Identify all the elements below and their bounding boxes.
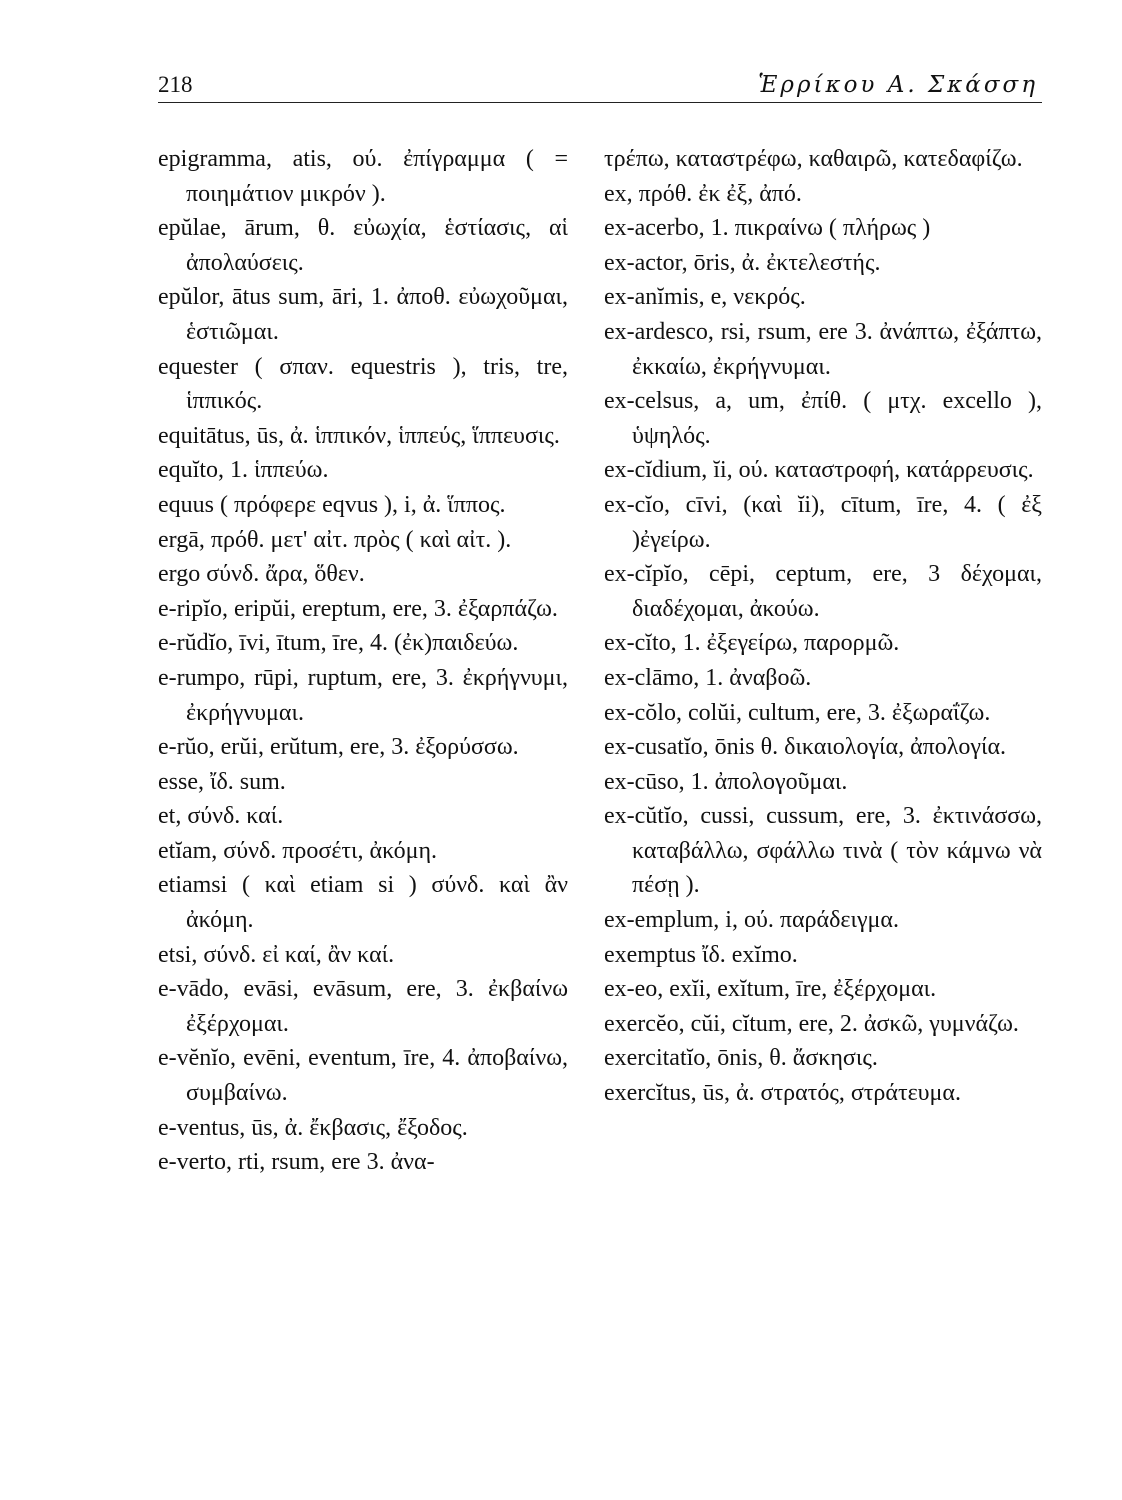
- left-column: [158, 142, 568, 1180]
- dictionary-entry: exemptus ἴδ. exĭmo.: [604, 941, 798, 968]
- dictionary-entry: etĭam, σύνδ. προσέτι, ἀκόμη.: [158, 837, 438, 864]
- dictionary-entry: ex-cĭpĭo, cēpi, ceptum, ere, 3 δέχομαι, διαδέχομαι, ἀκούω.: [604, 561, 1042, 622]
- dictionary-entry: e-vādo, evāsi, evāsum, ere, 3. ἐκβαίνω ἐξέρχομαι.: [158, 976, 568, 1037]
- dictionary-entry: τρέπω, καταστρέφω, καθαιρῶ, κατεδαφίζω.: [604, 146, 1023, 172]
- right-column: [604, 142, 1042, 1180]
- dictionary-entry: ex-eo, exĭi, exĭtum, īre, ἐξέρχομαι.: [604, 976, 937, 1003]
- dictionary-entry: etsi, σύνδ. εἰ καί, ἂν καί.: [158, 941, 395, 968]
- dictionary-entry: et, σύνδ. καί.: [158, 803, 284, 830]
- dictionary-entry: e-ventus, ūs, ἀ. ἔκβασις, ἔξοδος.: [158, 1114, 468, 1141]
- dictionary-entry: ex-cūso, 1. ἀπολογοῦμαι.: [604, 768, 848, 795]
- dictionary-entry: e-vĕnĭo, evēni, eventum, īre, 4. ἀποβαίνω, συμβαίνω.: [158, 1045, 568, 1107]
- dictionary-entry: ex-clāmo, 1. ἀναβοῶ.: [604, 664, 812, 691]
- dictionary-entry: equester ( σπαν. equestris ), tris, tre, ἱππικός.: [158, 353, 568, 415]
- dictionary-entry: e-rŭdĭo, īvi, ītum, īre, 4. (ἐκ)παιδεύω.: [158, 630, 519, 657]
- dictionary-entry: e-verto, rti, rsum, ere 3. ἀνα-: [158, 1149, 435, 1176]
- running-head-author: Ἑρρίκου Α. Σκάσση: [758, 72, 1038, 98]
- dictionary-entry: ex, πρόθ. ἐκ ἐξ, ἀπό.: [604, 180, 802, 207]
- dictionary-entry: exercĭtus, ūs, ἀ. στρατός, στράτευμα.: [604, 1080, 961, 1107]
- dictionary-entry: ex-celsus, a, um, ἐπίθ. ( μτχ. excello ), ὑψηλός.: [604, 388, 1042, 449]
- dictionary-entry: e-rumpo, rūpi, ruptum, ere, 3. ἐκρήγνυμι, ἐκρήγνυμαι.: [158, 664, 568, 726]
- dictionary-entry: ex-emplum, i, ού. παράδειγμα.: [604, 907, 899, 934]
- dictionary-entry: ex-ardesco, rsi, rsum, ere 3. ἀνάπτω, ἐξάπτω, ἐκκαίω, ἐκρήγνυμαι.: [604, 318, 1042, 380]
- dictionary-entry: ergo σύνδ. ἄρα, ὅθεν.: [158, 561, 365, 588]
- dictionary-entry: ex-cĭo, cīvi, (καὶ ĭi), cītum, īre, 4. ( ἐξ )ἐγείρω.: [604, 491, 1042, 553]
- dictionary-entry: ex-cĭdium, ĭi, ού. καταστροφή, κατάρρευσις.: [604, 457, 1034, 484]
- dictionary-entry: ex-cŭtĭo, cussi, cussum, ere, 3. ἐκτινάσσω, καταβάλλω, σφάλλω τινὰ ( τὸν κάμνω νὰ πέσῃ ).: [604, 803, 1042, 899]
- dictionary-page: [158, 68, 1042, 1458]
- dictionary-entry: ex-anĭmis, e, νεκρός.: [604, 284, 806, 311]
- dictionary-entry: exercĕo, cŭi, cĭtum, ere, 2. ἀσκῶ, γυμνάζω.: [604, 1010, 1019, 1037]
- dictionary-entry: exercitatĭo, ōnis, θ. ἄσκησις.: [604, 1045, 878, 1072]
- dictionary-entry: ex-cĭto, 1. ἐξεγείρω, παρορμῶ.: [604, 630, 900, 657]
- page-header: [158, 68, 1042, 103]
- dictionary-entry: equus ( πρόφερε eqvus ), i, ἀ. ἵππος.: [158, 491, 506, 518]
- dictionary-entry: epŭlae, ārum, θ. εὐωχία, ἑστίασις, αἱ ἀπολαύσεις.: [158, 215, 568, 276]
- dictionary-entry: epigramma, atis, ού. ἐπίγραμμα ( = ποιημάτιον μικρόν ).: [158, 146, 568, 207]
- dictionary-entry: etiamsi ( καὶ etiam si ) σύνδ. καὶ ἂν ἀκόμη.: [158, 872, 568, 934]
- dictionary-entry: esse, ἴδ. sum.: [158, 768, 286, 795]
- dictionary-entry: e-ripĭo, eripŭi, ereptum, ere, 3. ἐξαρπάζω.: [158, 595, 558, 622]
- dictionary-entry: epŭlor, ātus sum, āri, 1. ἀποθ. εὐωχοῦμαι, ἑστιῶμαι.: [158, 284, 568, 345]
- page-number: 218: [158, 72, 193, 97]
- dictionary-entry: e-rŭo, erŭi, erŭtum, ere, 3. ἐξορύσσω.: [158, 734, 519, 761]
- dictionary-entry: ex-cŏlo, colŭi, cultum, ere, 3. ἐξωραΐζω.: [604, 699, 991, 726]
- dictionary-entry: equitātus, ūs, ἀ. ἱππικόν, ἱππεύς, ἵππευσις.: [158, 422, 560, 449]
- dictionary-entry: equĭto, 1. ἱππεύω.: [158, 457, 329, 484]
- dictionary-entry: ergā, πρόθ. μετ' αἰτ. πρὸς ( καὶ αἰτ. ).: [158, 526, 512, 553]
- dictionary-entry: ex-cusatĭo, ōnis θ. δικαιολογία, ἀπολογία.: [604, 734, 1007, 761]
- dictionary-entry: ex-actor, ōris, ἀ. ἐκτελεστής.: [604, 249, 881, 276]
- dictionary-entry: ex-acerbo, 1. πικραίνω ( πλήρως ): [604, 215, 931, 242]
- two-column-body: [158, 142, 1042, 1180]
